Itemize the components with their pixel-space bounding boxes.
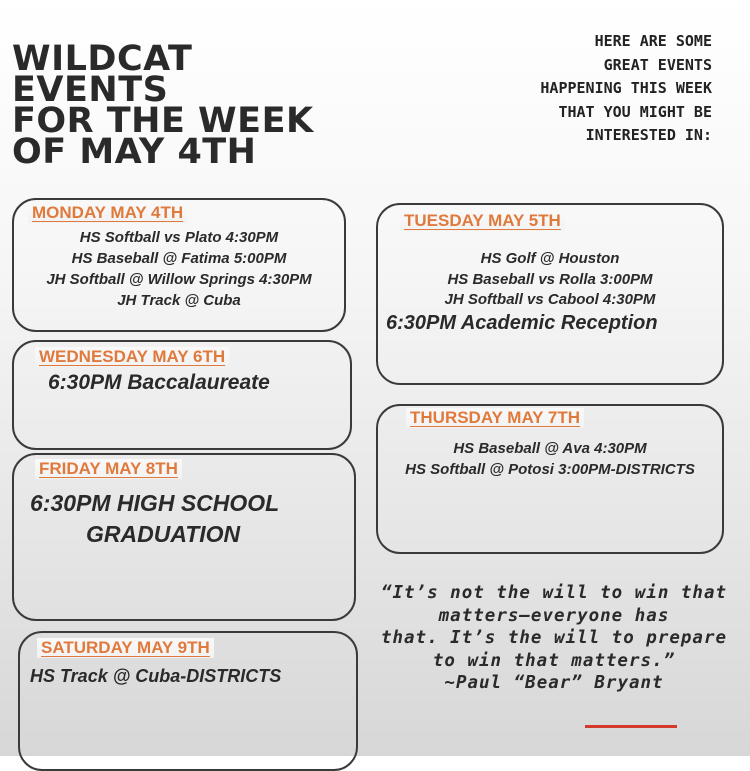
intro-line: INTERESTED IN: <box>585 126 712 144</box>
intro-text <box>540 30 712 148</box>
thursday-event: HS Baseball @ Ava 4:30PM <box>453 440 647 457</box>
quote-line: that. It’s the will to prepare <box>380 628 728 648</box>
accent-rule <box>585 725 677 728</box>
intro-line: HERE ARE SOME <box>594 32 712 50</box>
monday-event: JH Softball @ Willow Springs 4:30PM <box>46 271 312 288</box>
quote-line: “It’s not the will to win that <box>380 583 728 603</box>
title-line: OF MAY 4TH <box>12 132 257 172</box>
saturday-event: HS Track @ Cuba-DISTRICTS <box>30 666 282 686</box>
saturday-label: SATURDAY MAY 9TH <box>37 638 214 658</box>
tuesday-event: HS Baseball vs Rolla 3:00PM <box>447 271 653 288</box>
title-line: FOR THE WEEK <box>12 101 314 141</box>
thursday-event: HS Softball @ Potosi 3:00PM-DISTRICTS <box>405 461 695 478</box>
title-line: EVENTS <box>12 70 169 110</box>
wednesday-highlight: 6:30PM Baccalaureate <box>48 371 270 394</box>
monday-event: JH Track @ Cuba <box>117 292 241 309</box>
intro-line: GREAT EVENTS <box>603 55 712 74</box>
wednesday-label: WEDNESDAY MAY 6TH <box>35 347 229 367</box>
friday-highlight-line: 6:30PM HIGH SCHOOL <box>30 490 280 516</box>
title-line: WILDCAT <box>12 39 193 79</box>
intro-line: HAPPENING THIS WEEK <box>540 79 712 97</box>
page-title <box>12 39 314 172</box>
quote-attribution: ~Paul “Bear” Bryant <box>444 673 664 693</box>
tuesday-event: JH Softball vs Cabool 4:30PM <box>444 291 656 308</box>
friday-highlight-line: GRADUATION <box>86 521 241 547</box>
tuesday-label: TUESDAY MAY 5TH <box>400 211 565 231</box>
intro-line: THAT YOU MIGHT BE <box>558 102 712 121</box>
monday-label: MONDAY MAY 4TH <box>28 203 187 223</box>
quote-line: matters—everyone has <box>438 605 670 626</box>
monday-event: HS Baseball @ Fatima 5:00PM <box>71 250 287 267</box>
tuesday-event: HS Golf @ Houston <box>480 250 620 267</box>
monday-event: HS Softball vs Plato 4:30PM <box>79 229 279 246</box>
quote-line: to win that matters.” <box>432 650 676 671</box>
thursday-label: THURSDAY MAY 7TH <box>406 408 584 428</box>
quote <box>378 582 730 695</box>
tuesday-highlight: 6:30PM Academic Reception <box>386 312 658 334</box>
friday-label: FRIDAY MAY 8TH <box>35 459 182 479</box>
